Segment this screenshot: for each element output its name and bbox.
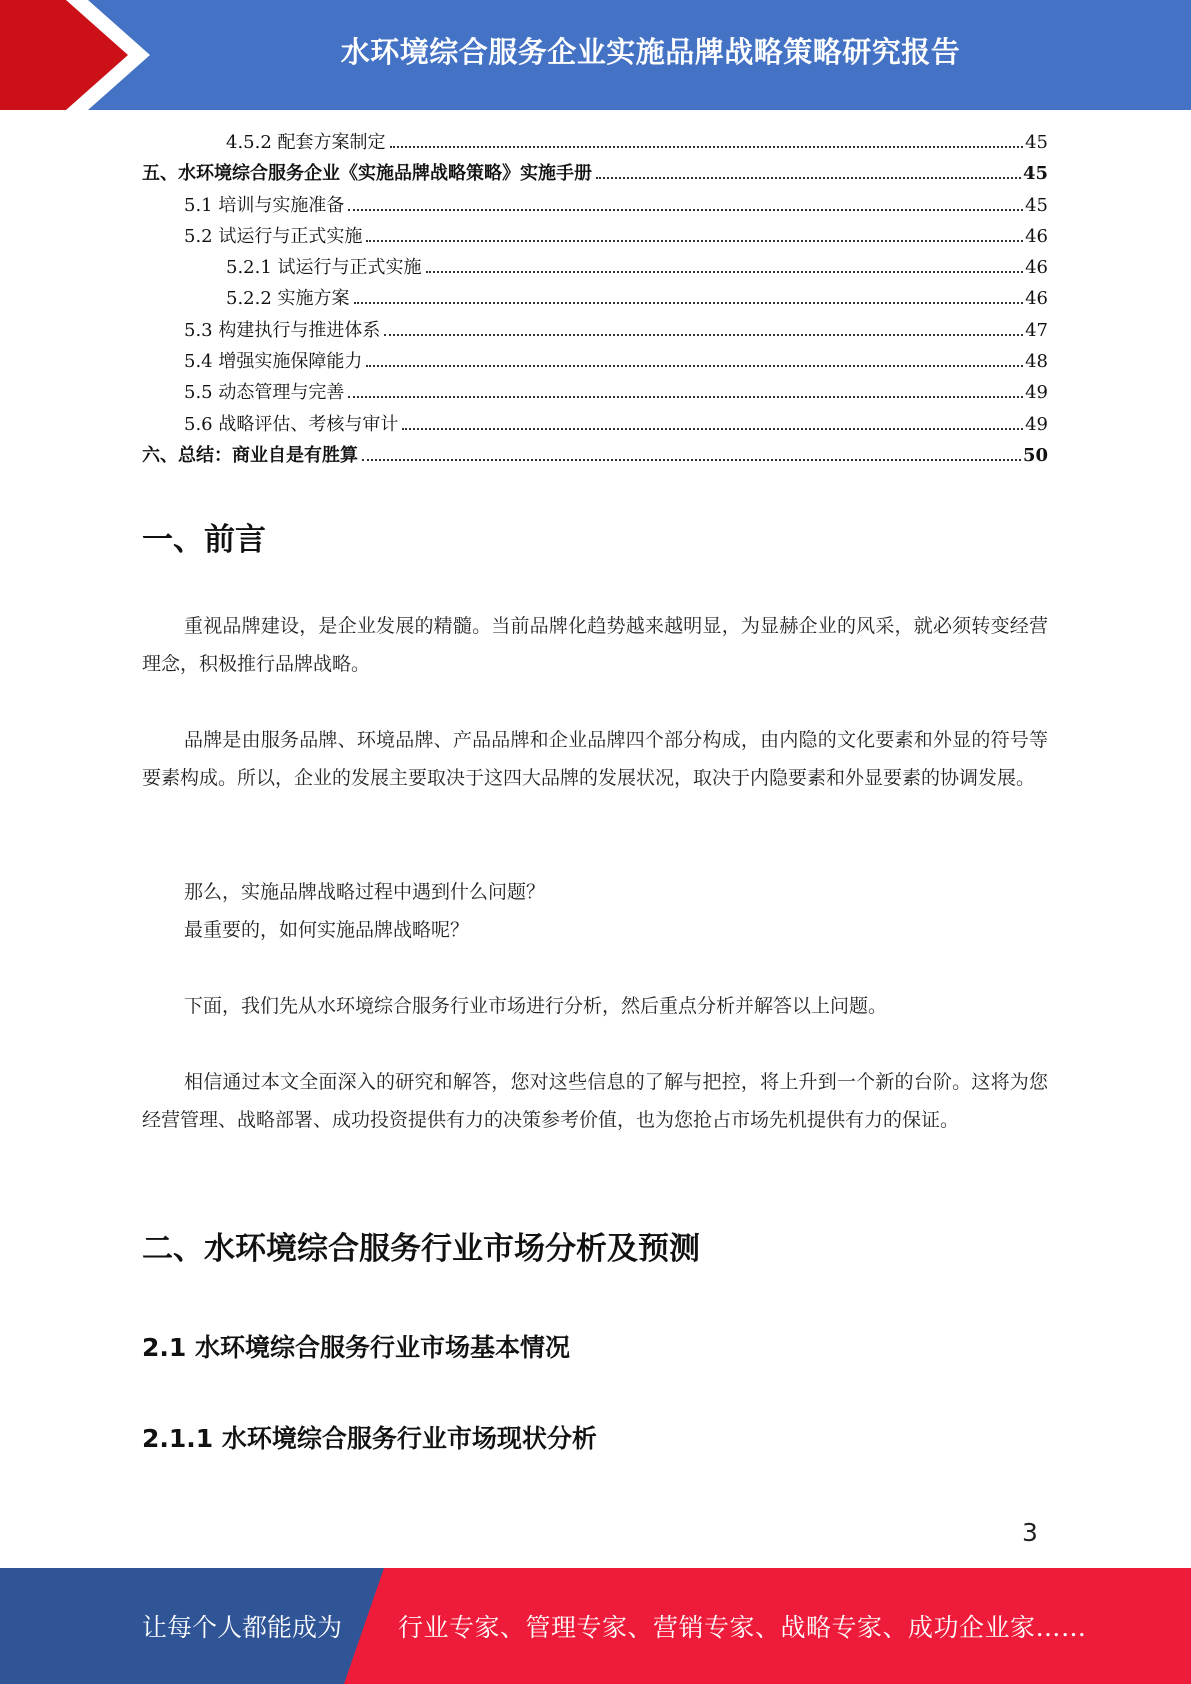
toc-entry-label: 五、水环境综合服务企业《实施品牌战略策略》实施手册	[142, 163, 592, 185]
body-paragraph: 重视品牌建设，是企业发展的精髓。当前品牌化趋势越来越明显，为显赫企业的风采，就必须转变经营理念，积极推行品牌战略。	[142, 615, 1048, 675]
section-heading-market-analysis: 二、水环境综合服务行业市场分析及预测	[142, 1231, 700, 1267]
toc-entry[interactable]	[142, 377, 1048, 408]
subsection-heading: 2.1 水环境综合服务行业市场基本情况	[142, 1333, 570, 1362]
toc-entry-page: 46	[1025, 225, 1048, 247]
toc-entry-label: 5.4 增强实施保障能力	[184, 351, 363, 373]
toc-entry[interactable]	[142, 127, 1048, 158]
toc-leader-dots	[348, 209, 1023, 211]
toc-entry-label: 5.2.2 实施方案	[226, 288, 350, 310]
toc-leader-dots	[384, 334, 1023, 336]
page-number: 3	[1022, 1518, 1038, 1547]
body-paragraph: 品牌是由服务品牌、环境品牌、产品品牌和企业品牌四个部分构成，由内隐的文化要素和外显的符号等要素构成。所以，企业的发展主要取决于这四大品牌的发展状况，取决于内隐要素和外显要素的协调发展。	[142, 729, 1048, 789]
toc-entry[interactable]	[142, 190, 1048, 221]
toc-entry[interactable]	[142, 346, 1048, 377]
toc-entry-page: 48	[1025, 351, 1048, 373]
toc-entry-label: 5.5 动态管理与完善	[184, 382, 345, 404]
toc-entry-label: 5.6 战略评估、考核与审计	[184, 413, 399, 435]
header-title: 水环境综合服务企业实施品牌战略策略研究报告	[340, 34, 961, 69]
toc-leader-dots	[402, 428, 1023, 430]
toc-entry-label: 5.2 试运行与正式实施	[184, 225, 363, 247]
toc-entry-page: 49	[1025, 413, 1048, 435]
toc-entry-page: 46	[1025, 288, 1048, 310]
toc-entry-page: 45	[1025, 132, 1048, 153]
toc-entry-label: 5.2.1 试运行与正式实施	[226, 257, 422, 279]
toc-entry-page: 49	[1025, 382, 1048, 404]
toc-entry-label: 5.3 构建执行与推进体系	[184, 319, 381, 341]
section-heading-preface: 一、前言	[142, 522, 266, 558]
subsection-heading: 2.1.1 水环境综合服务行业市场现状分析	[142, 1424, 597, 1453]
page-header	[0, 0, 1191, 110]
toc-entry[interactable]	[142, 315, 1048, 346]
body-paragraph: 最重要的，如何实施品牌战略呢？	[184, 919, 470, 941]
toc-leader-dots	[366, 240, 1023, 242]
body-paragraph: 那么，实施品牌战略过程中遇到什么问题？	[184, 881, 546, 903]
toc-entry[interactable]	[142, 252, 1048, 283]
toc-entry[interactable]	[142, 440, 1048, 471]
body-paragraph: 相信通过本文全面深入的研究和解答，您对这些信息的了解与把控，将上升到一个新的台阶。这将为您经营管理、战略部署、成功投资提供有力的决策参考价值，也为您抢占市场先机提供有力的保证。	[142, 1071, 1048, 1131]
page-footer	[0, 1568, 1191, 1684]
toc-entry[interactable]	[142, 283, 1048, 314]
toc-leader-dots	[348, 396, 1023, 398]
toc-entry-page: 45	[1022, 163, 1048, 185]
toc-entry-label: 5.1 培训与实施准备	[184, 194, 345, 216]
toc-entry-page: 50	[1022, 444, 1048, 466]
toc-leader-dots	[362, 459, 1021, 461]
toc-leader-dots	[390, 146, 1024, 148]
toc-leader-dots	[596, 177, 1021, 179]
toc-entry[interactable]	[142, 158, 1048, 189]
table-of-contents	[142, 127, 1048, 471]
footer-slogan-left: 让每个人都能成为	[142, 1613, 343, 1642]
header-chevron-decoration	[0, 0, 160, 110]
toc-entry-page: 47	[1025, 319, 1048, 341]
toc-leader-dots	[426, 271, 1024, 273]
body-paragraph: 下面，我们先从水环境综合服务行业市场进行分析，然后重点分析并解答以上问题。	[184, 995, 888, 1017]
toc-entry-label: 4.5.2 配套方案制定	[226, 132, 386, 153]
toc-entry-page: 45	[1025, 194, 1048, 216]
toc-entry-page: 46	[1025, 257, 1048, 279]
toc-entry-label: 六、总结：商业自是有胜算	[142, 444, 358, 466]
toc-leader-dots	[366, 365, 1023, 367]
toc-leader-dots	[354, 302, 1024, 304]
footer-slogan-right: 行业专家、管理专家、营销专家、战略专家、成功企业家……	[398, 1613, 1087, 1642]
toc-entry[interactable]	[142, 221, 1048, 252]
toc-entry[interactable]	[142, 409, 1048, 440]
